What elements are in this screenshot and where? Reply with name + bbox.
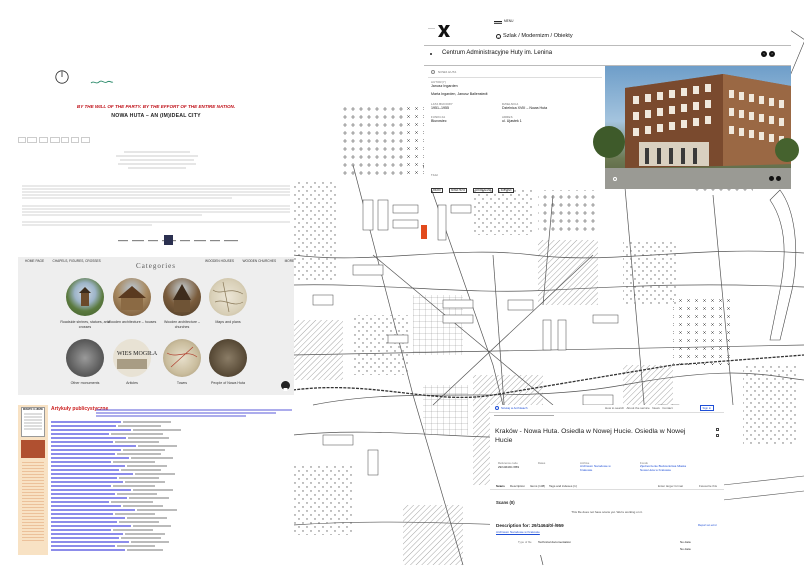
article-photo[interactable]: [21, 440, 45, 458]
menu-wooden-houses[interactable]: WOODEN HOUSES: [205, 259, 235, 263]
category-image-houses[interactable]: [113, 278, 151, 316]
clock-icon: [55, 69, 69, 85]
category-image-monuments[interactable]: [66, 339, 104, 377]
record-tabs[interactable]: [490, 483, 724, 490]
no-data-1: No data: [680, 540, 691, 544]
archive-nav[interactable]: [605, 406, 673, 410]
highlighted-building-marker: [421, 225, 427, 239]
breadcrumb[interactable]: Szlak / Modernizm / Obiekty: [503, 33, 573, 39]
years-value: 1951–1955: [431, 106, 449, 110]
description-archive-link[interactable]: Archiwum Narodowe w Krakowie: [496, 530, 540, 534]
scans-heading: Scans (0): [496, 500, 515, 505]
no-scans-message: This file does not have scans yet. We're working on it.: [571, 510, 643, 514]
archive-logo-text[interactable]: Szukaj w Archiwach: [501, 406, 528, 410]
panel-archive-search: [490, 405, 724, 555]
party-motto: BY THE WILL OF THE PARTY. BY THE EFFORT OF THE ENTIRE NATION.: [76, 104, 236, 109]
address-label: ADRES: [502, 115, 513, 119]
location-icon: [431, 70, 435, 74]
nav-item: [18, 137, 26, 143]
heading-links[interactable]: [96, 408, 292, 418]
tab-scans[interactable]: Scans: [496, 484, 505, 488]
nav-item: [39, 137, 48, 143]
category-label-churches[interactable]: Wooden architecture – churches: [163, 320, 201, 329]
menu-more[interactable]: MORE: [284, 259, 295, 263]
header-links[interactable]: [118, 236, 268, 246]
menu-wooden-churches[interactable]: WOODEN CHURCHES: [242, 259, 277, 263]
tab-items[interactable]: Items (138): [530, 484, 546, 488]
photo-prev-button[interactable]: [769, 176, 774, 181]
years-label: LATA BUDOWY: [431, 102, 453, 106]
article-body-text: [22, 184, 290, 228]
categories-heading: Categories: [136, 262, 176, 270]
expand-icon[interactable]: [613, 177, 617, 181]
type-label: Type of file: [518, 540, 532, 544]
function-label: FUNKCJA: [431, 115, 446, 119]
left-column: [18, 405, 48, 555]
chat-icon[interactable]: [281, 381, 290, 390]
authors-value: Janusz Ingarden: [431, 84, 458, 88]
archive-header: [490, 405, 724, 413]
category-label-towns[interactable]: Towns: [176, 381, 188, 385]
reference-label: Reference code: [498, 461, 518, 465]
authors-label: AUTOR(Y): [431, 80, 447, 84]
nav-item: [27, 137, 37, 143]
category-label-houses[interactable]: Wooden architecture – houses: [107, 320, 157, 324]
category-label-shrines[interactable]: Roadside shrines, statues, and crosses: [60, 320, 110, 329]
archive-breadcrumb[interactable]: [494, 415, 554, 416]
favourite-button[interactable]: Favourite this: [699, 484, 718, 488]
panel-modernism-trail: [424, 17, 791, 192]
panel-categories-site: [18, 232, 294, 395]
category-image-people[interactable]: [209, 339, 247, 377]
dates-label: Dates: [538, 461, 546, 465]
building-title-bar: [424, 45, 791, 66]
nav-item: [61, 137, 69, 143]
fonds-value[interactable]: Zjednoczenie Budownictwa Miasta Nowa Huta w Krakowie: [640, 464, 687, 472]
photo-next-button[interactable]: [776, 176, 781, 181]
nav-how-to-search[interactable]: How to search: [605, 406, 625, 410]
share-icon[interactable]: [716, 434, 719, 437]
panel-nowa-huta-ideal-city: [18, 60, 294, 230]
fonds-label: Fonds: [640, 461, 648, 465]
category-image-shrines[interactable]: [66, 278, 104, 316]
category-label-maps[interactable]: Maps and plans: [215, 320, 241, 324]
trail-logo-icon[interactable]: [436, 23, 452, 39]
nav-item: [71, 137, 80, 143]
articles-heading: Artykuły publicystyczne: [51, 406, 109, 412]
sign-in-button[interactable]: Sign in: [700, 405, 714, 411]
next-building-button[interactable]: ›: [769, 51, 775, 57]
district-value: Dzielnica XVIII – Nowa Huta: [502, 106, 548, 110]
page-title: NOWA HUTA – AN (IM)IDEAL CITY: [111, 113, 201, 119]
svg-text:WIES MOGIŁA: WIES MOGIŁA: [117, 351, 158, 357]
description-heading: Description for: 29/1464/0/-/959: [496, 523, 564, 528]
address-value: ul. Ujastek 1: [502, 119, 522, 123]
category-label-monuments[interactable]: Other monuments: [70, 381, 100, 385]
nav-news[interactable]: News: [652, 406, 660, 410]
menu-icon[interactable]: [494, 21, 502, 22]
building-info: [424, 66, 605, 192]
panel-articles-list: [18, 405, 294, 555]
enter-larger-format-button[interactable]: Enter larger format: [658, 484, 684, 488]
site-header: [18, 232, 295, 263]
archive-value[interactable]: Archiwum Narodowe w Krakowie: [580, 464, 611, 472]
copy-icon[interactable]: [716, 428, 719, 431]
tag[interactable]: BIURO: [431, 188, 443, 194]
newspaper-thumbnail[interactable]: [21, 407, 45, 437]
site-logo[interactable]: [164, 235, 173, 245]
tag-list: [431, 178, 515, 196]
tags-label: TAGI: [431, 173, 439, 177]
reference-value: 29/1464/0/-/959: [498, 465, 520, 469]
prev-building-button[interactable]: ‹: [761, 51, 767, 57]
category-label-articles[interactable]: Articles: [126, 381, 138, 385]
category-label-people[interactable]: People of Nowa Huta: [211, 381, 245, 385]
article-link-list[interactable]: [51, 420, 291, 555]
site-nav[interactable]: [18, 127, 294, 145]
tab-tags[interactable]: Tags and indexes (1): [549, 484, 577, 488]
archive-label: Archive: [580, 461, 590, 465]
district-label: DZIELNICA: [502, 102, 519, 106]
building-photo[interactable]: [605, 66, 791, 189]
tab-description[interactable]: Description: [510, 484, 526, 488]
nav-about[interactable]: About the service: [626, 406, 650, 410]
category-image-churches[interactable]: [163, 278, 201, 316]
section-label: NOWA HUTA: [438, 70, 457, 74]
function-value: Biurowiec: [431, 119, 447, 123]
tag[interactable]: ZABYTEK: [498, 188, 514, 194]
tag[interactable]: SOCREALIZM: [473, 188, 493, 194]
category-image-towns[interactable]: [163, 339, 201, 377]
nav-contact[interactable]: Contact: [662, 406, 673, 410]
menu-home[interactable]: HOME PAGE: [25, 259, 45, 263]
newspaper-sign: MIASTO I LUDZIE: [23, 408, 43, 411]
poem-block: [102, 150, 212, 172]
category-image-articles[interactable]: [113, 339, 158, 377]
nav-item: [50, 137, 60, 143]
archive-logo-icon[interactable]: [495, 406, 499, 410]
menu-label[interactable]: MENU: [504, 19, 514, 23]
squiggle-logo: [90, 80, 114, 85]
back-arrow-icon[interactable]: ‹: [498, 35, 499, 39]
nav-item: [81, 137, 90, 143]
record-title: Kraków - Nowa Huta. Osiedla w Nowej Hucie. Osiedla w Nowej Hucie: [495, 428, 686, 445]
authors-value-2: Marta Ingarden, Janusz Ballenstedt: [431, 92, 488, 96]
category-image-maps[interactable]: [209, 278, 247, 316]
menu-chapels[interactable]: CHAPELS, FIGURES, CROSSES: [52, 259, 101, 263]
building-title: Centrum Administracyjne Huty im. Lenina: [442, 50, 553, 56]
tag[interactable]: NOWA HUTA: [449, 188, 468, 194]
no-data-2: No data: [680, 547, 691, 551]
left-column-text: [22, 462, 44, 542]
type-value: Technical documentation: [538, 540, 572, 544]
report-error-link[interactable]: Report an error: [698, 523, 717, 527]
